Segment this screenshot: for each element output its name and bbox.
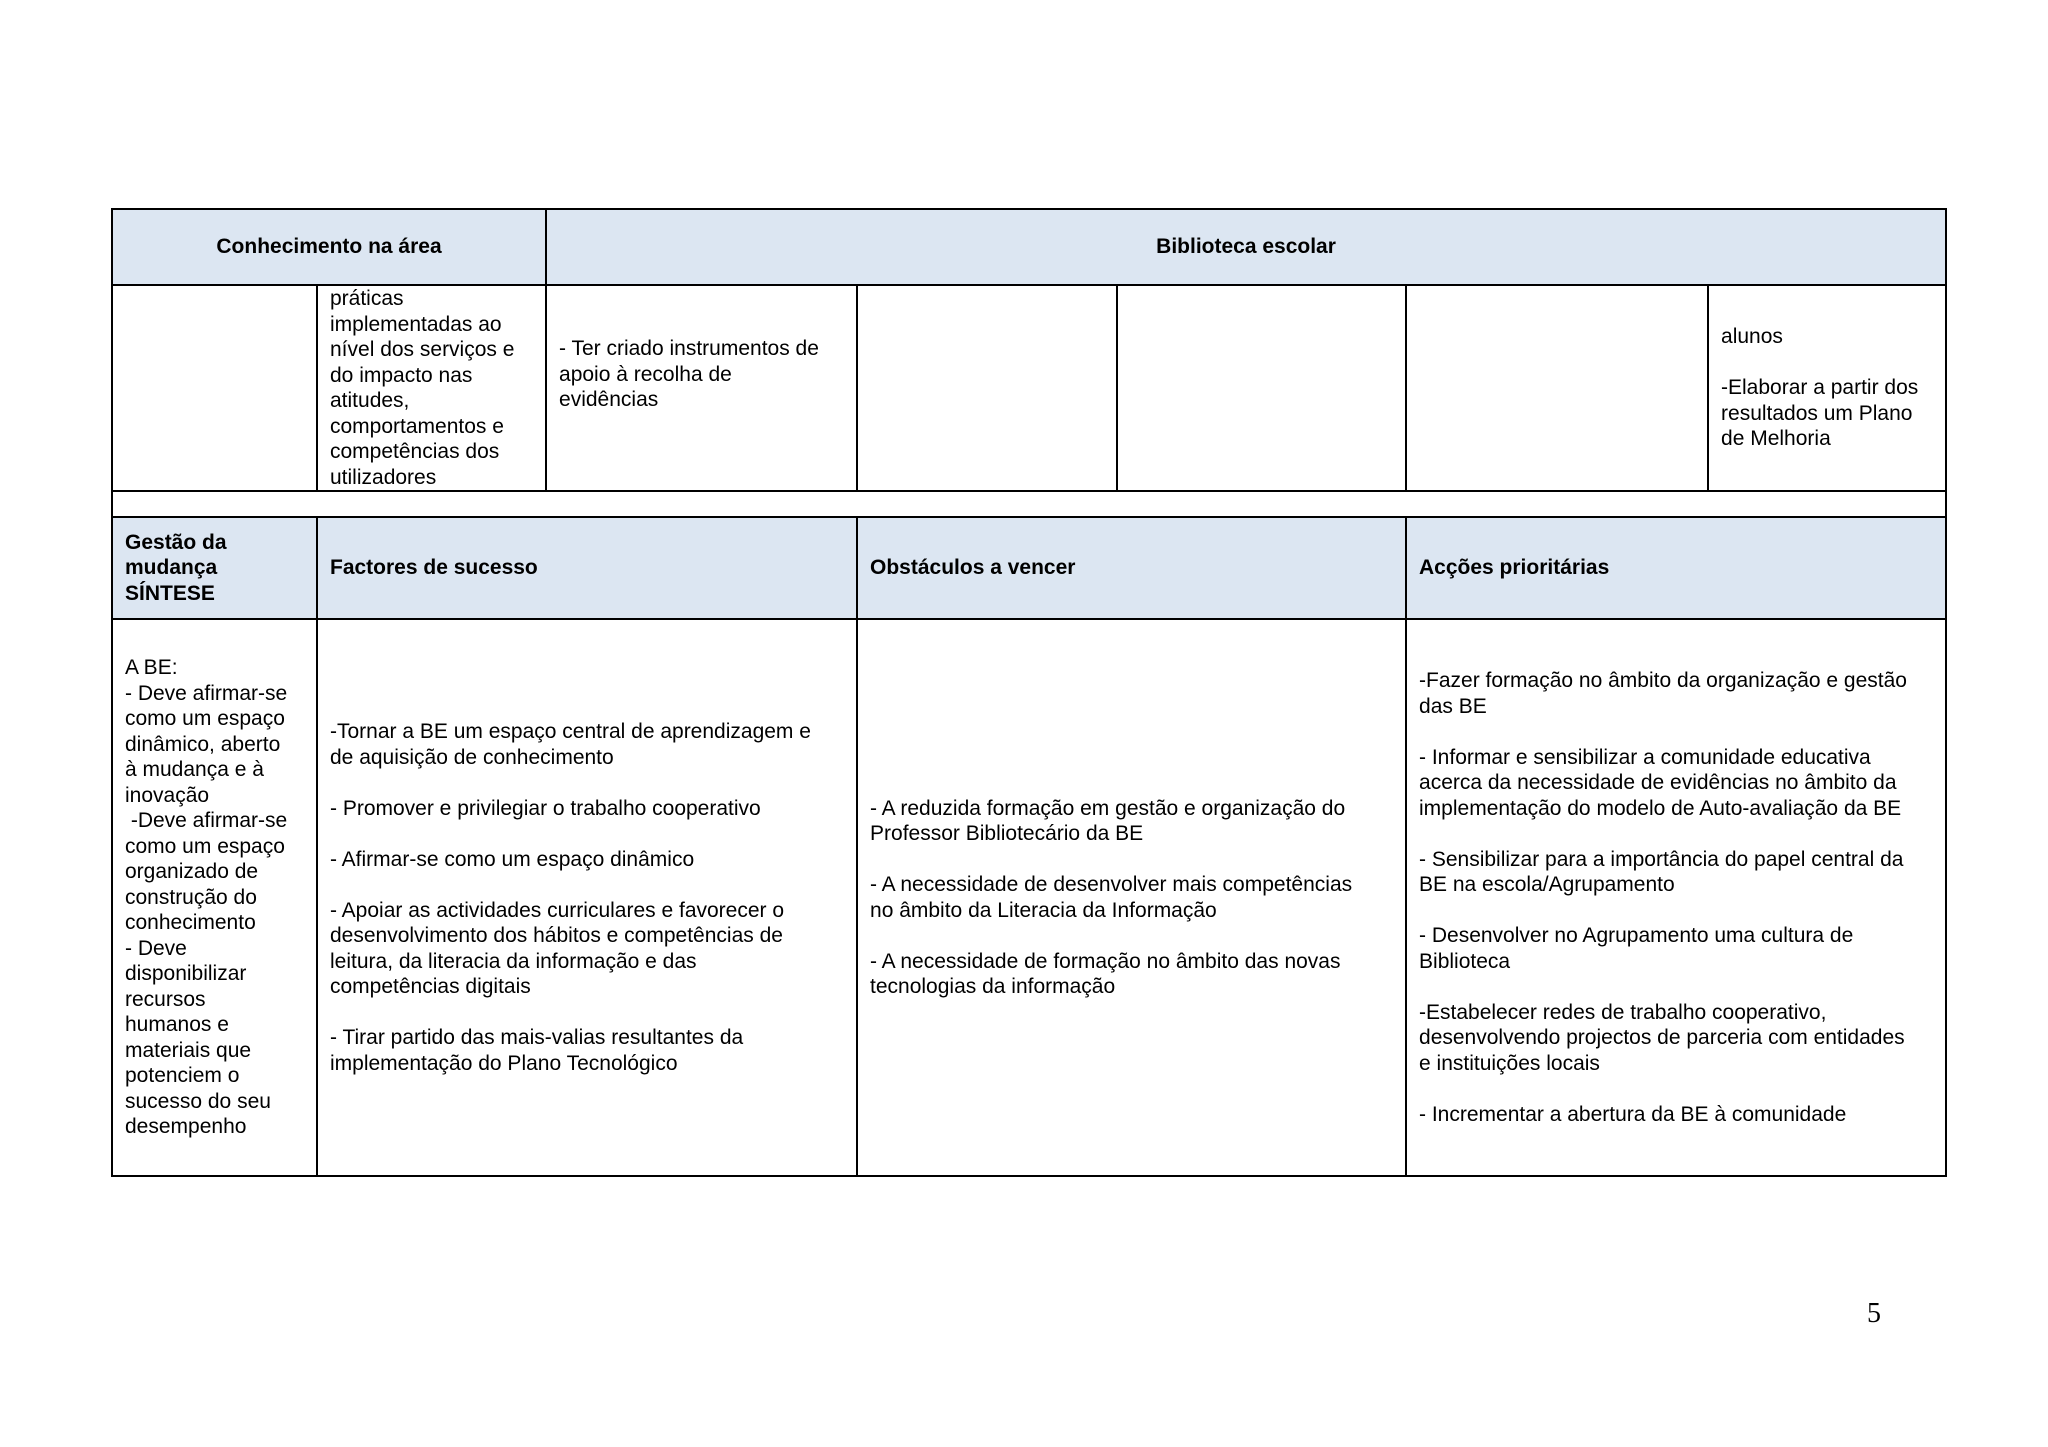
text-line: como um espaço (125, 834, 285, 858)
paragraph (1419, 668, 1933, 719)
text-line: no âmbito da Literacia da Informação (870, 898, 1217, 922)
paragraph-gap (330, 872, 844, 898)
text-line: alunos (1721, 325, 1783, 349)
text-line: resultados um Plano (1721, 401, 1913, 425)
text-line: desenvolvendo projectos de parceria com entidades (1419, 1026, 1905, 1049)
text-line: materiais que (125, 1038, 252, 1062)
text-line: potenciem o (125, 1064, 240, 1088)
text-line: construção do (125, 885, 257, 909)
header-obstaculos-a-vencer: Obstáculos a vencer (857, 517, 1406, 619)
text-line: - Promover e privilegiar o trabalho cooperativo (330, 796, 761, 820)
paragraph (1419, 847, 1933, 898)
paragraph (1721, 375, 1933, 452)
synthesis-title-cell (112, 517, 317, 619)
priority-actions-list (1419, 668, 1933, 1127)
text-line: -Deve afirmar-se (125, 809, 288, 833)
paragraph-gap (1419, 719, 1933, 745)
text-line: - Deve (125, 936, 187, 960)
text-line: - Incrementar a abertura da BE à comunidade (1419, 1102, 1847, 1126)
text-line: Biblioteca (1419, 949, 1511, 973)
paragraph-gap (870, 847, 1393, 873)
continuation-actions-cell (1708, 285, 1946, 491)
paragraph (330, 796, 844, 822)
text-line: SÍNTESE (125, 581, 215, 605)
text-line: tecnologias da informação (870, 975, 1116, 998)
text-line: organizado de (125, 860, 259, 884)
synthesis-be-cell (112, 619, 317, 1176)
text-line: - Sensibilizar para a importância do papel central da (1419, 847, 1904, 871)
text-line: como um espaço (125, 707, 285, 731)
continuation-empty-cell (112, 285, 317, 491)
synthesis-body-row (112, 619, 1946, 1176)
paragraph (870, 796, 1393, 847)
header-accoes-prioritarias: Acções prioritárias (1406, 517, 1946, 619)
text-line: BE na escola/Agrupamento (1419, 873, 1675, 896)
text-line: -Tornar a BE um espaço central de aprendizagem e (330, 720, 811, 743)
text-line: desenvolvimento dos hábitos e competências de (330, 924, 783, 947)
text-line: acerca da necessidade de evidências no âmbito da (1419, 771, 1897, 794)
spacer-row (112, 491, 1946, 517)
text-line: à mudança e à (125, 758, 264, 782)
text-line: nível dos serviços e (330, 338, 515, 361)
text-line: -Estabelecer redes de trabalho cooperativo, (1419, 1000, 1827, 1024)
text-line: apoio à recolha de (559, 362, 732, 386)
header-biblioteca-escolar: Biblioteca escolar (546, 209, 1946, 285)
text-line: mudança (125, 556, 218, 580)
actions-text (1721, 324, 1933, 452)
synthesis-header-row (112, 517, 1946, 619)
text-line: implementadas ao (330, 312, 502, 336)
text-line: comportamentos e (330, 414, 504, 438)
text-line: práticas (330, 287, 404, 310)
text-line: competências digitais (330, 975, 531, 998)
text-line: implementação do modelo de Auto-avaliação da BE (1419, 796, 1902, 820)
obstacles-cell (857, 619, 1406, 1176)
text-line: -Elaborar a partir dos (1721, 376, 1919, 400)
text-line: das BE (1419, 694, 1487, 718)
text-line: recursos (125, 987, 206, 1011)
text-line: desempenho (125, 1115, 247, 1139)
text-line: inovação (125, 783, 210, 807)
continuation-row (112, 285, 1946, 491)
text-line: - Ter criado instrumentos de (559, 337, 819, 360)
text-line: atitudes, (330, 389, 410, 412)
continuation-practices-cell (317, 285, 546, 491)
paragraph-gap (1419, 821, 1933, 847)
text-line: Gestão da (125, 530, 227, 554)
success-factors-list (330, 719, 844, 1076)
paragraph-gap (1721, 350, 1933, 376)
text-line: utilizadores (330, 465, 437, 489)
paragraph-gap (330, 821, 844, 847)
text-line: - Desenvolver no Agrupamento uma cultura de (1419, 924, 1854, 947)
evaluation-table (111, 208, 1947, 1177)
header-factores-de-sucesso: Factores de sucesso (317, 517, 857, 619)
text-line: sucesso do seu (125, 1089, 271, 1113)
text-line: A BE: (125, 656, 178, 680)
text-line: e instituições locais (1419, 1051, 1600, 1075)
text-line: competências dos (330, 440, 500, 463)
paragraph-gap (330, 770, 844, 796)
text-line: do impacto nas (330, 363, 473, 387)
paragraph (330, 898, 844, 1000)
text-line: conhecimento (125, 911, 256, 935)
text-line: Professor Bibliotecário da BE (870, 822, 1144, 845)
text-line: evidências (559, 388, 659, 411)
text-line: - Apoiar as actividades curriculares e favorecer o (330, 898, 785, 922)
paragraph (1419, 1000, 1933, 1077)
paragraph-gap (1419, 974, 1933, 1000)
page-number: 5 (1867, 1298, 1881, 1329)
synthesis-title (125, 530, 304, 607)
paragraph (870, 872, 1393, 923)
continuation-empty-cell (1117, 285, 1406, 491)
paragraph (870, 949, 1393, 1000)
paragraph (1419, 923, 1933, 974)
spacer-cell (112, 491, 1946, 517)
paragraph (1419, 745, 1933, 822)
instruments-text (559, 336, 844, 413)
text-line: - Afirmar-se como um espaço dinâmico (330, 847, 695, 871)
text-line: - Deve afirmar-se (125, 681, 288, 705)
paragraph (330, 1025, 844, 1076)
obstacles-list (870, 796, 1393, 1000)
paragraph-gap (1419, 898, 1933, 924)
header-conhecimento-na-area: Conhecimento na área (112, 209, 546, 285)
text-line: de Melhoria (1721, 427, 1831, 451)
text-line: - A reduzida formação em gestão e organização do (870, 796, 1346, 820)
table-header-row (112, 209, 1946, 285)
paragraph-gap (1419, 1076, 1933, 1102)
text-line: disponibilizar (125, 962, 247, 986)
continuation-instruments-cell (546, 285, 857, 491)
paragraph (1721, 324, 1933, 350)
continuation-empty-cell (1406, 285, 1708, 491)
paragraph (1419, 1102, 1933, 1128)
be-description-text (125, 655, 304, 1140)
paragraph-gap (870, 923, 1393, 949)
text-line: humanos e (125, 1013, 229, 1037)
priority-actions-cell (1406, 619, 1946, 1176)
text-line: - A necessidade de desenvolver mais competências (870, 873, 1353, 896)
paragraph-gap (330, 1000, 844, 1026)
text-line: -Fazer formação no âmbito da organização e gestão (1419, 669, 1907, 692)
text-line: dinâmico, aberto (125, 732, 281, 756)
paragraph (330, 719, 844, 770)
text-line: - Tirar partido das mais-valias resultantes da (330, 1026, 744, 1049)
success-factors-cell (317, 619, 857, 1176)
text-line: - Informar e sensibilizar a comunidade educativa (1419, 745, 1871, 769)
practices-text (330, 286, 533, 490)
text-line: de aquisição de conhecimento (330, 745, 614, 769)
text-line: implementação do Plano Tecnológico (330, 1051, 678, 1075)
paragraph (330, 847, 844, 873)
continuation-empty-cell (857, 285, 1117, 491)
text-line: - A necessidade de formação no âmbito das novas (870, 949, 1341, 973)
text-line: leitura, da literacia da informação e das (330, 949, 697, 973)
